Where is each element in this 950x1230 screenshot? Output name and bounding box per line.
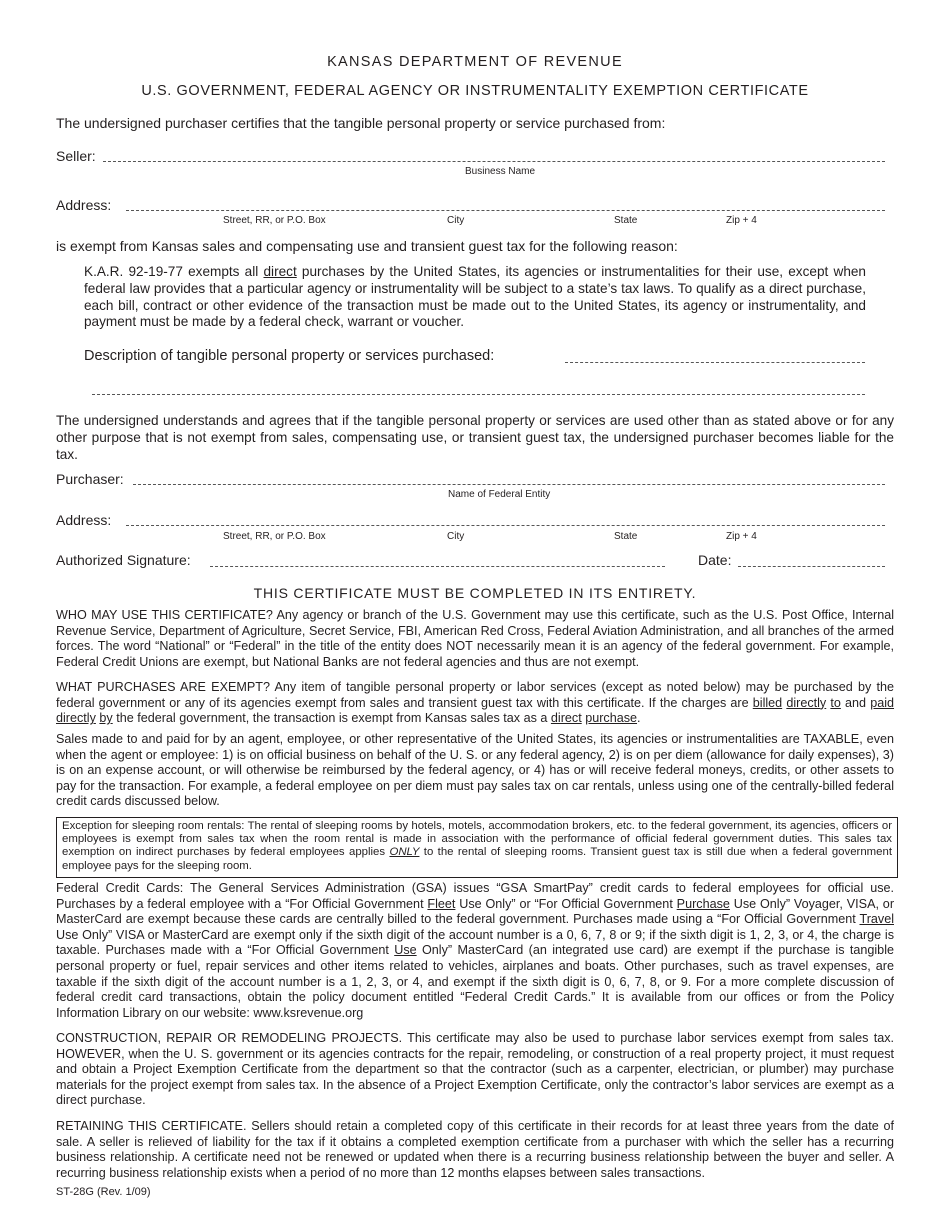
fcc-text-4: Use Only” VISA or MasterCard are exempt only if the sixth digit of the account number is a 0, 6, 7, 8 or 9; if the sixth digit is 1, 2, 3, or 4, the charge is taxable. Purchases made with a “For Official Government xyxy=(56,927,894,958)
date-field[interactable] xyxy=(738,566,885,567)
date-label: Date: xyxy=(698,552,732,568)
fcc-text-3: Use Only” Voyager, VISA, or MasterCard are exempt because these cards are centrally billed to the federal government. Purchases made using a “For Official Government xyxy=(56,896,895,927)
business-name-caption: Business Name xyxy=(465,166,536,177)
what-paid: paid xyxy=(870,695,895,710)
seller-zip-caption: Zip + 4 xyxy=(726,215,757,226)
what-text-4: . xyxy=(637,711,641,726)
what-text-2: and xyxy=(845,695,871,710)
what-purchase: purchase xyxy=(585,711,638,726)
fcc-text-1: Federal Credit Cards: The General Services Administration (GSA) issues “GSA SmartPay” credit cards to federal employees for official use. Purchases by a federal employee with a “For Official Government xyxy=(56,881,894,911)
who-paragraph xyxy=(56,608,894,670)
exception-text-2: to the rental of sleeping rooms. Transient guest tax is still due when a federal government employee pays for the sleeping room. xyxy=(62,846,892,872)
form-number: ST-28G (Rev. 1/09) xyxy=(56,1186,151,1198)
what-direct: direct xyxy=(550,711,582,726)
purchaser-city-caption: City xyxy=(447,531,465,542)
description-field-1[interactable] xyxy=(565,362,865,363)
retaining-text: Sellers should retain a completed copy of this certificate in their records for at least three years from the date of sale. A seller is relieved of liability for the tax if it obtains a completed exemption certificate from a purchaser with which the seller has a recurring business relationship. A certificate need not be renewed or updated when there is a recurring business relationship between the buyer and seller. A recurring business relationship exists when a period of no more than 12 months elapses between sales transactions. xyxy=(56,1119,894,1180)
retaining-paragraph xyxy=(56,1119,894,1181)
exception-text-1: Exception for sleeping room rentals: The rental of sleeping rooms by hotels, motels, accommodation brokers, etc. to the federal government, its agencies, officers or employees is exempt from sales tax when the room rental is made in association with the performance of official federal government duties. This sales tax exemption on indirect purchases by federal employees applies xyxy=(62,820,892,859)
what-text-3: the federal government, the transaction is exempt from Kansas sales tax as a xyxy=(112,711,551,726)
fcc-use: Use xyxy=(394,943,417,958)
seller-city-caption: City xyxy=(447,215,465,226)
understands-paragraph: The undersigned understands and agrees that if the tangible personal property or services are used other than as stated above or for any other purpose that is not exempt from sales, compensating use, or transient guest tax, the undersigned purchaser becomes liable for the tax. xyxy=(56,413,894,462)
purchaser-name-field[interactable] xyxy=(133,484,885,485)
seller-name-field[interactable] xyxy=(103,161,885,162)
what-to: to xyxy=(830,695,841,710)
must-complete-heading: THIS CERTIFICATE MUST BE COMPLETED IN ITS ENTIRETY. xyxy=(253,585,697,601)
what-directly-1: directly xyxy=(786,695,827,710)
sleeping-room-exception-box xyxy=(56,817,898,878)
fcc-travel: Travel xyxy=(859,912,894,927)
signature-label: Authorized Signature: xyxy=(56,552,191,568)
intro-text: The undersigned purchaser certifies that the tangible personal property or service purchased from: xyxy=(56,115,666,131)
agents-paragraph: Sales made to and paid for by an agent, employee, or other representative of the United States, its agencies or instrumentalities are TAXABLE, even when the agent or employee: 1) is on official business on behalf of the U. S. or any federal agency, 2) is on per diem (allowance for daily expenses), 3) is on an expense account, or will otherwise be reimbursed by the federal agency, or 4) has or will receive federal moneys, credits, or other assets to pay for the transaction. For example, a federal employee on per diem must pay sales tax on car rentals, unless using one of the centrally-billed federal credit cards discussed below. xyxy=(56,732,894,809)
fcc-purchase: Purchase xyxy=(676,896,730,911)
what-directly-2: directly xyxy=(56,711,96,726)
seller-address-field[interactable] xyxy=(126,210,885,211)
seller-street-caption: Street, RR, or P.O. Box xyxy=(223,215,326,226)
kar-text-2: purchases by the United States, its agencies or instrumentalities for their use, except when federal law provides that a particular agency or instrumentality will be subject to a state’s tax laws. To qualify as a direct purchase, each bill, contract or other evidence of the transaction must be made out to the United States, its agency or instrumentality, and payment must be made by a federal check, warrant or voucher. xyxy=(84,264,866,330)
what-text-1: Any item of tangible personal property or labor services (except as noted below) may be purchased by the federal government or any of its agencies exempt from sales and transient guest tax with this certificate. If the charges are xyxy=(56,680,894,710)
seller-state-caption: State xyxy=(614,215,638,226)
purchaser-zip-caption: Zip + 4 xyxy=(726,531,757,542)
credit-cards-paragraph xyxy=(56,881,894,1021)
agency-name: KANSAS DEPARTMENT OF REVENUE xyxy=(327,54,623,70)
who-text: Any agency or branch of the U.S. Government may use this certificate, such as the U.S. Post Office, Internal Revenue Service, Department of Agriculture, Secret Service, FBI, American Red Cross, Federal Aviation Administration, and all branches of the armed forces. The word “National” or “Federal” in the title of the entity does NOT necessarily mean it is an agency of the federal government. For example, Federal Credit Unions are exempt, but National Banks are not federal agencies and thus are not exempt. xyxy=(56,608,894,669)
kar-text-1: K.A.R. 92-19-77 exempts all xyxy=(84,264,264,279)
what-by: by xyxy=(99,711,113,726)
fcc-text-2: Use Only” or “For Official Government xyxy=(455,896,677,911)
kar-paragraph xyxy=(84,264,866,331)
fcc-text-5: Only” MasterCard (an integrated use card) are exempt if the purchase is tangible personal property or fuel, repair services and other items related to vehicles, airplanes and boats. Other purchases, such as travel expenses, are taxable if the sixth digit of the account number is a 1, 2, 3, or 4, and exempt if the sixth digit is 0, 6, 7, 8, or 9. For a more complete discussion of federal credit card transactions, obtain the policy document entitled “Federal Credit Cards.” It is available from our offices or from the Policy Information Library on our website: www.ksrevenue.org xyxy=(56,943,894,1020)
signature-field[interactable] xyxy=(210,566,665,567)
exception-only: ONLY xyxy=(389,846,420,859)
purchaser-label: Purchaser: xyxy=(56,471,124,487)
purchaser-street-caption: Street, RR, or P.O. Box xyxy=(223,531,326,542)
retaining-heading: RETAINING THIS CERTIFICATE. xyxy=(56,1119,247,1133)
purchaser-address-field[interactable] xyxy=(126,525,885,526)
description-label: Description of tangible personal property or services purchased: xyxy=(84,348,495,364)
who-heading: WHO MAY USE THIS CERTIFICATE? xyxy=(56,608,273,622)
kar-direct: direct xyxy=(263,264,297,279)
purchaser-state-caption: State xyxy=(614,531,638,542)
purchaser-address-label: Address: xyxy=(56,512,112,528)
construction-paragraph xyxy=(56,1031,894,1109)
construction-heading: CONSTRUCTION, REPAIR OR REMODELING PROJECTS. xyxy=(56,1031,403,1045)
construction-text: This certificate may also be used to purchase labor services exempt from sales tax. HOWEVER, when the U. S. government or its agencies contracts for the repair, remodeling, or construction of a real property project, it must request and obtain a Project Exemption Certificate from the department so that the contractor (such as a carpenter, electrician, or plumber) may purchase materials for the project exempt from sales tax. In the absence of a Project Exemption Certificate, only the contractor’s labor services are exempt as a direct purchase. xyxy=(56,1031,894,1108)
description-field-2[interactable] xyxy=(92,394,865,395)
seller-address-label: Address: xyxy=(56,197,112,213)
fcc-fleet: Fleet xyxy=(427,896,456,911)
what-paragraph xyxy=(56,680,894,727)
entity-caption: Name of Federal Entity xyxy=(448,489,551,500)
what-billed: billed xyxy=(752,695,783,710)
seller-label: Seller: xyxy=(56,148,96,164)
what-heading: WHAT PURCHASES ARE EXEMPT? xyxy=(56,680,270,694)
form-title: U.S. GOVERNMENT, FEDERAL AGENCY OR INSTRUMENTALITY EXEMPTION CERTIFICATE xyxy=(141,83,809,99)
exempt-statement: is exempt from Kansas sales and compensating use and transient guest tax for the following reason: xyxy=(56,238,678,254)
